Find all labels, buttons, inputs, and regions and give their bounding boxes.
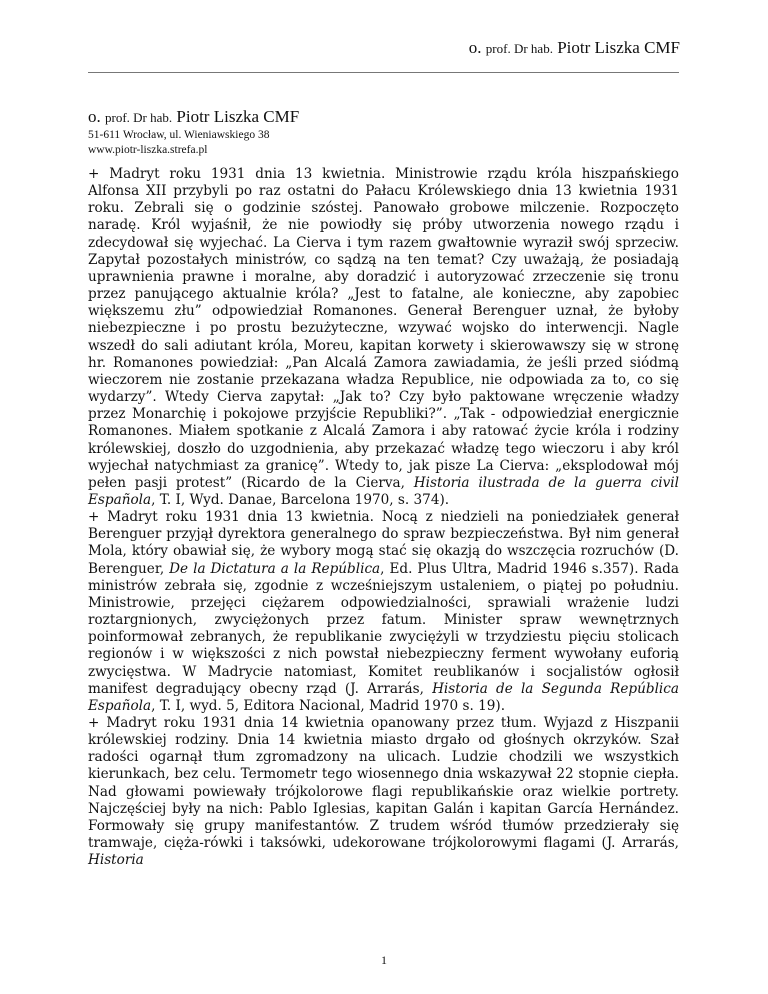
running-header <box>469 38 680 58</box>
author-name: Piotr Liszka CMF <box>172 107 300 126</box>
header-name: Piotr Liszka CMF <box>552 38 680 57</box>
body-text <box>88 166 679 869</box>
header-academic-title: prof. Dr hab. <box>485 41 553 56</box>
paragraph-text: , T. I, Wyd. Danae, Barcelona 1970, s. 374). <box>151 491 450 508</box>
header-rule <box>88 72 679 73</box>
book-title: De la Dictatura a la República <box>169 560 381 577</box>
page-number: 1 <box>381 953 387 967</box>
body-paragraph <box>88 509 679 715</box>
paragraph-text: + Madryt roku 1931 dnia 13 kwietnia. Ministrowie rządu króla hiszpańskiego Alfonsa XII przybyli po raz ostatni do Pałacu Królewskiego dnia 13 kwietnia 1931 roku. Zebrali się o godzinie szóstej. Panowało grobowe milczenie. Rozpoczęto naradę. Król wyjaśnił, że nie powiodły się próby utworzenia nowego rządu i zdecydował się wyjechać. La Cierva i tym razem gwałtownie wyraził swój sprzeciw. Zapytał pozostałych ministrów, co sądzą na ten temat? Czy uważają, że posiadają uprawnienia prawne i moralne, aby doradzić i autoryzować zrzeczenie się tronu przez panującego aktualnie króla? „Jest to fatalne, ale konieczne, aby zapobiec większemu złu” odpowiedział Romanones. Generał Berenguer uznał, że byłoby niebezpieczne i po prostu bezużyteczne, wzywać wojsko do interwencji. Nagle wszedł do sali adiutant króla, Moreu, kapitan korwety i skierowawszy się w stronę hr. Romanones powiedział: „Pan Alcalá Zamora zawiadamia, że jeśli przed siódmą wieczorem nie zostanie przekazana władza Republice, nie odpowiada za to, co się wydarzy”. Wtedy Cierva zapytał: „Jak to? Czy było paktowane wręczenie władzy przez Monarchię i pokojowe przyjście Republiki?”. „Tak - odpowiedział energicznie Romanones. Miałem spotkanie z Alcalá Zamora i aby ratować życie króla i rodziny królewskiej, doszło do uzgodnienia, aby przekazać władzę tego wieczoru i aby król wyjechał natychmiast za granicę”. Wtedy to, jak pisze La Cierva: „eksplodował mój pełen pasji protest” (Ricardo de la Cierva, <box>88 166 679 491</box>
paragraph-text: + Madryt roku 1931 dnia 14 kwietnia opanowany przez tłum. Wyjazd z Hiszpanii królewskiej rodziny. Dnia 14 kwietnia miasto drgało od głośnych okrzyków. Szał radości ogarnął tłum zgromadzony na ulicach. Ludzie chodzili we wszystkich kierunkach, bez celu. Termometr tego wiosennego dnia wskazywał 22 stopnie ciepła. Nad głowami powiewały trójkolorowe flagi republikańskie oraz wielkie portrety. Najczęściej były na nich: Pablo Iglesias, kapitan Galán i kapitan García Hernández. Formowały się grupy manifestantów. Z trudem wśród tłumów przedzierały się tramwaje, cięża-rówki i taksówki, udekorowane trójkolorowymi flagami (J. Arrarás, <box>88 715 679 852</box>
book-title: Historia ilustrada de la guerra civil Española <box>88 474 679 508</box>
author-line <box>88 107 299 128</box>
body-paragraph <box>88 166 679 509</box>
paragraph-text: + Madryt roku 1931 dnia 13 kwietnia. Nocą z niedzieli na poniedziałek generał Berenguer przyjął dyrektora generalnego do spraw bezpieczeństwa. Był nim generał Mola, który obawiał się, że wybory mogą stać się okazją do wszczęcia rozruchów (D. Berenguer, <box>88 509 679 577</box>
book-title: Historia <box>88 852 144 869</box>
body-paragraph <box>88 715 679 869</box>
paragraph-text: , Ed. Plus Ultra, Madrid 1946 s.357). Rada ministrów zebrała się, zgodnie z wcześniejszym ustaleniem, o piątej po południu. Ministrowie, przejęci ciężarem odpowiedzialności, sprawiali wrażenie ludzi roztargnionych, zwyciężonych przez fatum. Minister spraw wewnętrznych poinformował zebranych, że republikanie zwyciężyli w trzydziestu pięciu stolicach regionów i w większości z nich powstał niebezpieczny ferment wywołany euforią zwycięstwa. W Madrycie natomiast, Komitet reublikanów i socjalistów ogłosił manifest degradujący obecny rząd (J. Arrarás, <box>88 560 679 697</box>
header-prefix: o. <box>468 38 486 57</box>
author-address: 51-611 Wrocław, ul. Wieniawskiego 38 <box>88 129 270 141</box>
author-website: www.piotr-liszka.strefa.pl <box>88 144 208 156</box>
paragraph-text: , T. I, wyd. 5, Editora Nacional, Madrid 1970 s. 19). <box>151 697 506 714</box>
author-prefix: o. <box>88 107 105 126</box>
author-academic-title: prof. Dr hab. <box>105 110 173 125</box>
author-block <box>88 107 299 158</box>
book-title: Historia de la Segunda República Española <box>88 680 679 714</box>
